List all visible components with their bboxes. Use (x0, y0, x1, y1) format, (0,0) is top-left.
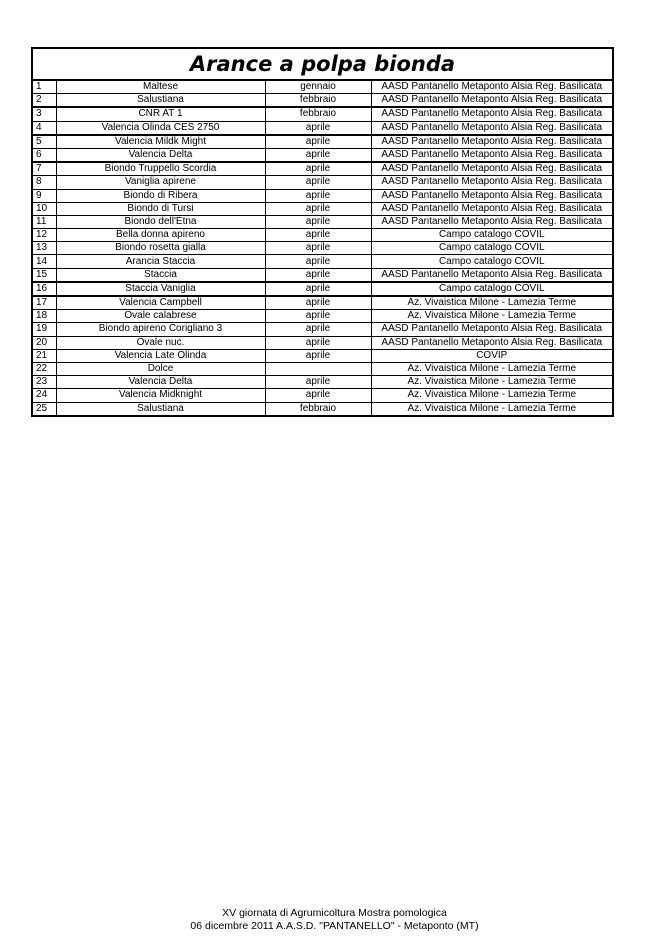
source: AASD Pantanello Metaponto Alsia Reg. Basilicata (371, 148, 613, 162)
row-number: 6 (32, 148, 56, 162)
table-row (32, 148, 613, 162)
ripening-month: aprile (265, 389, 371, 402)
ripening-month: gennaio (265, 80, 371, 94)
source: AASD Pantanello Metaponto Alsia Reg. Basilicata (371, 80, 613, 94)
page-footer (0, 907, 669, 933)
source: Campo catalogo COVIL (371, 282, 613, 296)
footer-line-1: XV giornata di Agrumicoltura Mostra pomologica (222, 907, 447, 919)
row-number: 2 (32, 94, 56, 108)
ripening-month: aprile (265, 296, 371, 310)
ripening-month: aprile (265, 336, 371, 349)
table-row (32, 376, 613, 389)
source: Az. Vivaistica Milone - Lamezia Terme (371, 310, 613, 323)
source: Az. Vivaistica Milone - Lamezia Terme (371, 376, 613, 389)
table-row (32, 282, 613, 296)
ripening-month: aprile (265, 310, 371, 323)
table-row (32, 389, 613, 402)
table-row (32, 268, 613, 282)
variety-name: Valencia Delta (56, 376, 265, 389)
ripening-month: aprile (265, 189, 371, 202)
row-number: 18 (32, 310, 56, 323)
variety-name: Valencia Campbell (56, 296, 265, 310)
variety-name: Salustiana (56, 402, 265, 416)
table-row (32, 242, 613, 255)
ripening-month: febbraio (265, 402, 371, 416)
table-row (32, 189, 613, 202)
row-number: 12 (32, 229, 56, 242)
table-row (32, 162, 613, 176)
ripening-month (265, 362, 371, 375)
table-row (32, 135, 613, 149)
row-number: 9 (32, 189, 56, 202)
variety-name: Biondo rosetta gialla (56, 242, 265, 255)
variety-name: Valencia Midknight (56, 389, 265, 402)
row-number: 25 (32, 402, 56, 416)
variety-name: Staccia Vaniglia (56, 282, 265, 296)
ripening-month: aprile (265, 135, 371, 149)
ripening-month: aprile (265, 176, 371, 189)
ripening-month: aprile (265, 268, 371, 282)
ripening-month: febbraio (265, 107, 371, 121)
table-row (32, 336, 613, 349)
ripening-month: aprile (265, 323, 371, 336)
ripening-month: aprile (265, 121, 371, 135)
table-row (32, 255, 613, 268)
row-number: 13 (32, 242, 56, 255)
footer-line-2: 06 dicembre 2011 A.A.S.D. "PANTANELLO" - Metaponto (MT) (190, 920, 479, 932)
row-number: 21 (32, 349, 56, 362)
variety-name: Ovale calabrese (56, 310, 265, 323)
variety-name: Valencia Delta (56, 148, 265, 162)
variety-name: Dolce (56, 362, 265, 375)
row-number: 1 (32, 80, 56, 94)
ripening-month: aprile (265, 242, 371, 255)
variety-name: Valencia Olinda CES 2750 (56, 121, 265, 135)
variety-name: Maltese (56, 80, 265, 94)
source: Az. Vivaistica Milone - Lamezia Terme (371, 296, 613, 310)
variety-name: Biondo dell'Etna (56, 215, 265, 228)
ripening-month: aprile (265, 215, 371, 228)
source: AASD Pantanello Metaponto Alsia Reg. Basilicata (371, 176, 613, 189)
table-row (32, 80, 613, 94)
ripening-month: aprile (265, 229, 371, 242)
variety-name: Valencia Late Olinda (56, 349, 265, 362)
source: AASD Pantanello Metaponto Alsia Reg. Basilicata (371, 107, 613, 121)
table-row (32, 310, 613, 323)
source: Az. Vivaistica Milone - Lamezia Terme (371, 402, 613, 416)
source: AASD Pantanello Metaponto Alsia Reg. Basilicata (371, 268, 613, 282)
row-number: 5 (32, 135, 56, 149)
variety-name: Valencia Mildk Might (56, 135, 265, 149)
table-row (32, 94, 613, 108)
row-number: 23 (32, 376, 56, 389)
row-number: 19 (32, 323, 56, 336)
source: AASD Pantanello Metaponto Alsia Reg. Basilicata (371, 121, 613, 135)
source: Campo catalogo COVIL (371, 242, 613, 255)
ripening-month: aprile (265, 349, 371, 362)
table-row (32, 349, 613, 362)
source: AASD Pantanello Metaponto Alsia Reg. Basilicata (371, 336, 613, 349)
table-row (32, 121, 613, 135)
ripening-month: aprile (265, 202, 371, 215)
table-row (32, 202, 613, 215)
ripening-month: aprile (265, 162, 371, 176)
table-row (32, 107, 613, 121)
row-number: 7 (32, 162, 56, 176)
row-number: 24 (32, 389, 56, 402)
row-number: 17 (32, 296, 56, 310)
row-number: 16 (32, 282, 56, 296)
variety-name: Biondo Truppello Scordia (56, 162, 265, 176)
varieties-table (31, 47, 614, 417)
variety-name: Biondo di Ribera (56, 189, 265, 202)
source: AASD Pantanello Metaponto Alsia Reg. Basilicata (371, 215, 613, 228)
source: COVIP (371, 349, 613, 362)
source: AASD Pantanello Metaponto Alsia Reg. Basilicata (371, 162, 613, 176)
row-number: 15 (32, 268, 56, 282)
row-number: 22 (32, 362, 56, 375)
source: AASD Pantanello Metaponto Alsia Reg. Basilicata (371, 323, 613, 336)
row-number: 4 (32, 121, 56, 135)
ripening-month: febbraio (265, 94, 371, 108)
table-row (32, 215, 613, 228)
ripening-month: aprile (265, 255, 371, 268)
row-number: 20 (32, 336, 56, 349)
row-number: 8 (32, 176, 56, 189)
ripening-month: aprile (265, 148, 371, 162)
table-row (32, 296, 613, 310)
source: AASD Pantanello Metaponto Alsia Reg. Basilicata (371, 202, 613, 215)
table-row (32, 402, 613, 416)
source: Az. Vivaistica Milone - Lamezia Terme (371, 362, 613, 375)
ripening-month: aprile (265, 282, 371, 296)
table-row (32, 323, 613, 336)
variety-name: Biondo apireno Corigliano 3 (56, 323, 265, 336)
variety-name: Biondo di Tursi (56, 202, 265, 215)
variety-name: Bella donna apireno (56, 229, 265, 242)
row-number: 10 (32, 202, 56, 215)
row-number: 3 (32, 107, 56, 121)
row-number: 14 (32, 255, 56, 268)
source: AASD Pantanello Metaponto Alsia Reg. Basilicata (371, 189, 613, 202)
ripening-month: aprile (265, 376, 371, 389)
variety-name: Arancia Staccia (56, 255, 265, 268)
source: Campo catalogo COVIL (371, 255, 613, 268)
table-row (32, 176, 613, 189)
row-number: 11 (32, 215, 56, 228)
variety-name: Ovale nuc. (56, 336, 265, 349)
source: Campo catalogo COVIL (371, 229, 613, 242)
variety-name: Vaniglia apirene (56, 176, 265, 189)
source: AASD Pantanello Metaponto Alsia Reg. Basilicata (371, 94, 613, 108)
variety-name: CNR AT 1 (56, 107, 265, 121)
source: Az. Vivaistica Milone - Lamezia Terme (371, 389, 613, 402)
source: AASD Pantanello Metaponto Alsia Reg. Basilicata (371, 135, 613, 149)
variety-name: Staccia (56, 268, 265, 282)
table-title: Arance a polpa bionda (32, 48, 613, 80)
table-row (32, 229, 613, 242)
table-row (32, 362, 613, 375)
variety-name: Salustiana (56, 94, 265, 108)
